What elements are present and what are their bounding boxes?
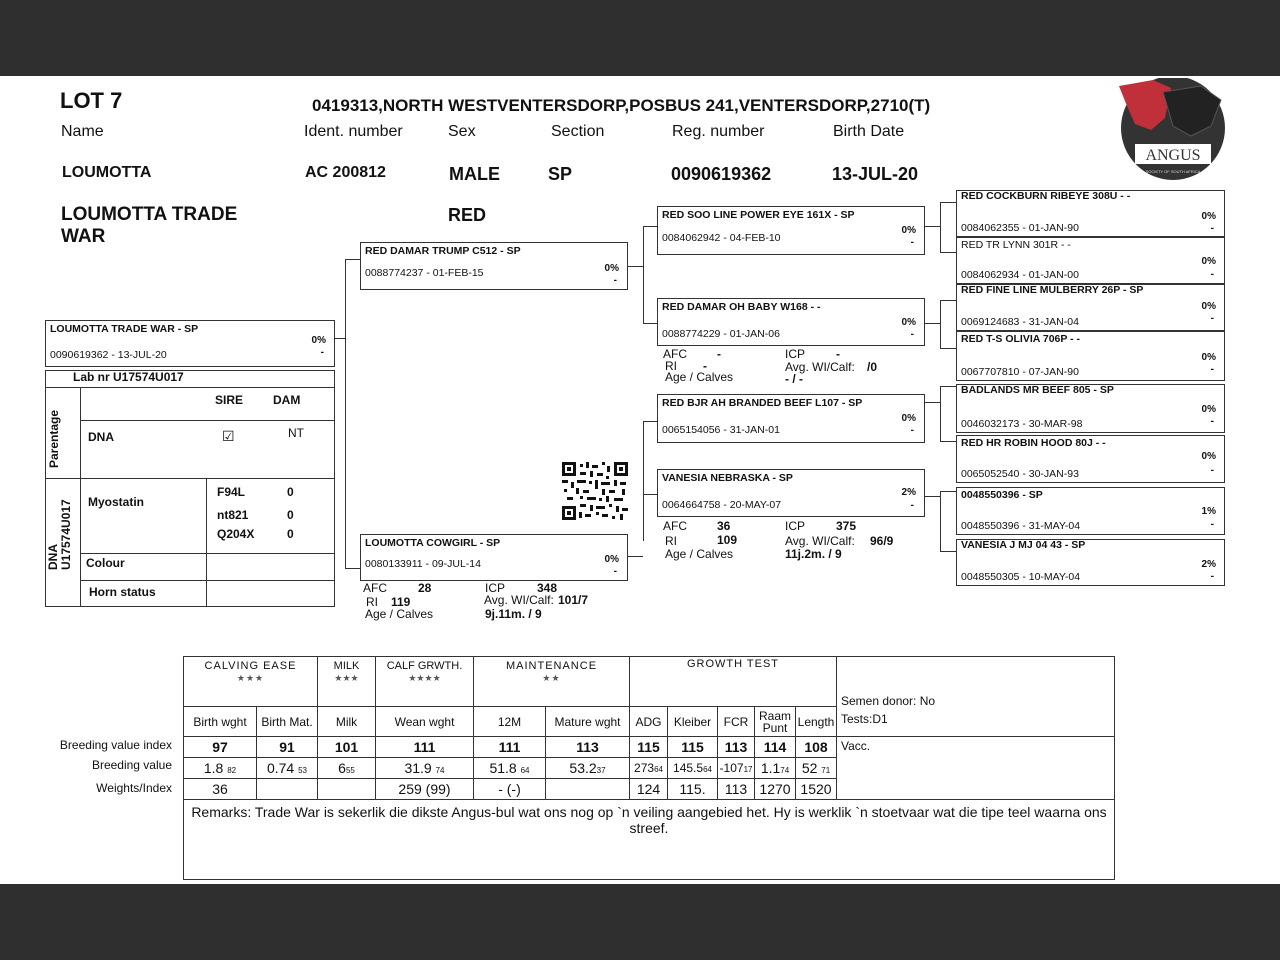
pedigree-sire: RED DAMAR TRUMP C512 - SP 0% - 0088774237 - 01-FEB-15 xyxy=(360,242,628,290)
dna-side-label: DNA U17574U017 xyxy=(46,499,73,570)
pedigree-self: LOUMOTTA TRADE WAR - SP 0% - 0090619362 - 13-JUL-20 xyxy=(45,320,335,367)
breeding-values-table: CALVING EASE ★★★ MILK ★★★ CALF GRWTH. ★★★★ MAINTENANCE ★★ GROWTH TEST Semen donor: No Tests:D1 Birth wght Birth Mat. Milk Wean wght 12M Mature wght ADG Kleiber FCR Raam Punt Length 97 91 101 111 111 113 115 115 113 114 108 Vacc. 1.8 82 0.74 53 655 31.9 74 51.8 64 53.237 27364 145.564 -10717 1.174 52 71 36 259 (99) - (-) 124 115. 113 1270 1520 Remarks: Trade War is sekerlik die dikste Angus-bul wat ons nog op `n veiling aangebied het. Hy is werklik `n stoetvaar wat die tipe teel waarna ons streef. xyxy=(183,656,1115,880)
pedigree-sire-dam: RED DAMAR OH BABY W168 - - 0% - 0088774229 - 01-JAN-06 xyxy=(657,298,925,346)
header-section: Section xyxy=(551,123,605,140)
pedigree-sire-sire: RED SOO LINE POWER EYE 161X - SP 0% - 0084062942 - 04-FEB-10 xyxy=(657,206,925,255)
pedigree-gg-8: VANESIA J MJ 04 43 - SP 2% - 0048550305 - 10-MAY-04 xyxy=(956,539,1225,586)
sire-verified-check-icon: ☑ xyxy=(222,428,235,444)
pedigree-gg-7: 0048550396 - SP 1% - 0048550396 - 31-MAY-04 xyxy=(956,487,1225,535)
lot-number: LOT 7 xyxy=(60,88,123,113)
lab-number: Lab nr U17574U017 xyxy=(73,370,184,384)
pedigree-gg-1: RED COCKBURN RIBEYE 308U - - 0% - 0084062355 - 01-JAN-90 xyxy=(956,190,1225,237)
header-ident: Ident. number xyxy=(304,123,403,140)
header-sex: Sex xyxy=(448,123,476,140)
animal-sex: MALE xyxy=(449,164,500,184)
angus-logo xyxy=(1113,78,1228,183)
animal-birth: 13-JUL-20 xyxy=(832,164,919,184)
animal-name: LOUMOTTA xyxy=(62,164,152,181)
pedigree-gg-5: BADLANDS MR BEEF 805 - SP 0% - 0046032173 - 30-MAR-98 xyxy=(956,384,1225,433)
remarks: Remarks: Trade War is sekerlik die dikste Angus-bul wat ons nog op `n veiling aangebied het. Hy is werklik `n stoetvaar wat die tipe teel waarna ons streef. xyxy=(184,800,1115,880)
pedigree-gg-6: RED HR ROBIN HOOD 80J - - 0% - 0065052540 - 30-JAN-93 xyxy=(956,435,1225,483)
qr-code xyxy=(562,462,628,520)
parentage-label: Parentage xyxy=(47,409,61,468)
animal-ident: AC 200812 xyxy=(305,164,386,181)
animal-full-name: LOUMOTTA TRADE WAR xyxy=(61,204,238,247)
pedigree-dam-dam: VANESIA NEBRASKA - SP 2% - 0064664758 - 20-MAY-07 xyxy=(657,469,925,517)
pedigree-gg-3: RED FINE LINE MULBERRY 26P - SP 0% - 0069124683 - 31-JAN-04 xyxy=(956,284,1225,331)
animal-section: SP xyxy=(548,164,573,184)
svg-text:ANGUS: ANGUS xyxy=(1145,147,1201,164)
pedigree-gg-2: RED TR LYNN 301R - - 0% - 0084062934 - 01-JAN-00 xyxy=(956,237,1225,284)
svg-text:SOCIETY OF SOUTH AFRICA: SOCIETY OF SOUTH AFRICA xyxy=(1145,169,1201,174)
header-reg: Reg. number xyxy=(672,123,765,140)
pedigree-dam: LOUMOTTA COWGIRL - SP 0% - 0080133911 - 09-JUL-14 xyxy=(360,534,628,581)
animal-colour: RED xyxy=(448,205,487,225)
header-name: Name xyxy=(61,123,104,140)
animal-reg: 0090619362 xyxy=(671,164,772,184)
pedigree-gg-4: RED T-S OLIVIA 706P - - 0% - 0067707810 - 07-JAN-90 xyxy=(956,331,1225,381)
catalogue-sheet: LOT 7 0419313,NORTH WESTVENTERSDORP,POSBUS 241,VENTERSDORP,2710(T) ANGUS SOCIETY OF SOUTH AFRICA Name Ident. number Sex Section Reg. number Birth Date LOUMOTTA AC 200812 MALE SP 0090619362 13-JUL-20 LOUMOTTA TRADE WAR RED LOUMOTTA TRADE WAR - SP 0% - 0090619362 - 13-JUL-20 RED DAMAR TRUMP C512 - SP 0% - 0088774237 - 01-FEB-15 LOUMOTTA COWGIRL - SP 0% - 0080133911 - 09-JUL-14 RED SOO LINE POWER EYE 161X - SP 0% - 0084062942 - 04-FEB-10 RED DAMAR OH BABY W168 - - 0% - 0088774229 - 01-JAN-06 RED BJR AH BRANDED BEEF L107 - SP 0% - 0065154056 - 31-JAN-01 VANESIA NEBRASKA - SP 2% - 0064664758 - 20-MAY-07 RED COCKBURN RIBEYE 308U - - 0% - 0084062355 - 01-JAN-90 RED TR LYNN 301R - - 0% - 0084062934 - 01-JAN-00 RED FINE LINE MULBERRY 26P - SP 0% - 0069124683 - 31-JAN-04 RED T-S OLIVIA 706P - - 0% - 0067707810 - 07-JAN-90 BADLANDS MR BEEF 805 - SP 0% - 0046032173 - 30-MAR-98 RED HR ROBIN HOOD 80J - - 0% - 0065052540 - 30-JAN-93 0048550396 - SP 1% - 0048550396 - 31-MAY-04 VANESIA J MJ 04 43 - SP 2% - 0048550305 - 10-MAY-04 AFC - ICP - RI - Avg. WI/Calf: /0 Age / Calves - / - AFC 36 ICP 375 RI 109 Avg. WI/Calf: 96/9 Age / Calves 11j.2m. / 9 AFC 28 ICP 348 RI 119 Avg. WI/Calf: 101/7 Age / Calves 9j.11m. / 9 Lab nr U17574U017 SIRE DAM Parentage DNA ☑ NT DNA U17574U017 Myostatin F94L 0 nt821 0 Q204X 0 Colour Horn status Breeding value index Breeding value Weights/Index CALVING EASE ★★★ MILK ★★★ CALF GRWTH. ★★★★ MAINTENANCE ★★ GROWTH TEST Semen donor: No Tests:D1 Birth wght Birth Mat. Milk Wean wght 12M Mature wght ADG Kleiber FCR Raam Punt Length 97 91 101 111 111 113 115 115 113 114 108 Vacc. 1.8 82 0.74 53 655 31.9 74 51.8 64 53.237 27364 145.564 -10717 1.174 52 71 36 259 (99) - (-) 124 115. 113 1270 1520 Remarks: Trade War is sekerlik die dikste Angus-bul wat ons nog op `n veiling aangebied het. Hy is werklik `n stoetvaar wat die tipe teel waarna ons streef. xyxy=(0,76,1280,884)
breeder-address: 0419313,NORTH WESTVENTERSDORP,POSBUS 241,VENTERSDORP,2710(T) xyxy=(312,96,931,115)
header-birth: Birth Date xyxy=(833,123,905,140)
pedigree-dam-sire: RED BJR AH BRANDED BEEF L107 - SP 0% - 0065154056 - 31-JAN-01 xyxy=(657,394,925,443)
